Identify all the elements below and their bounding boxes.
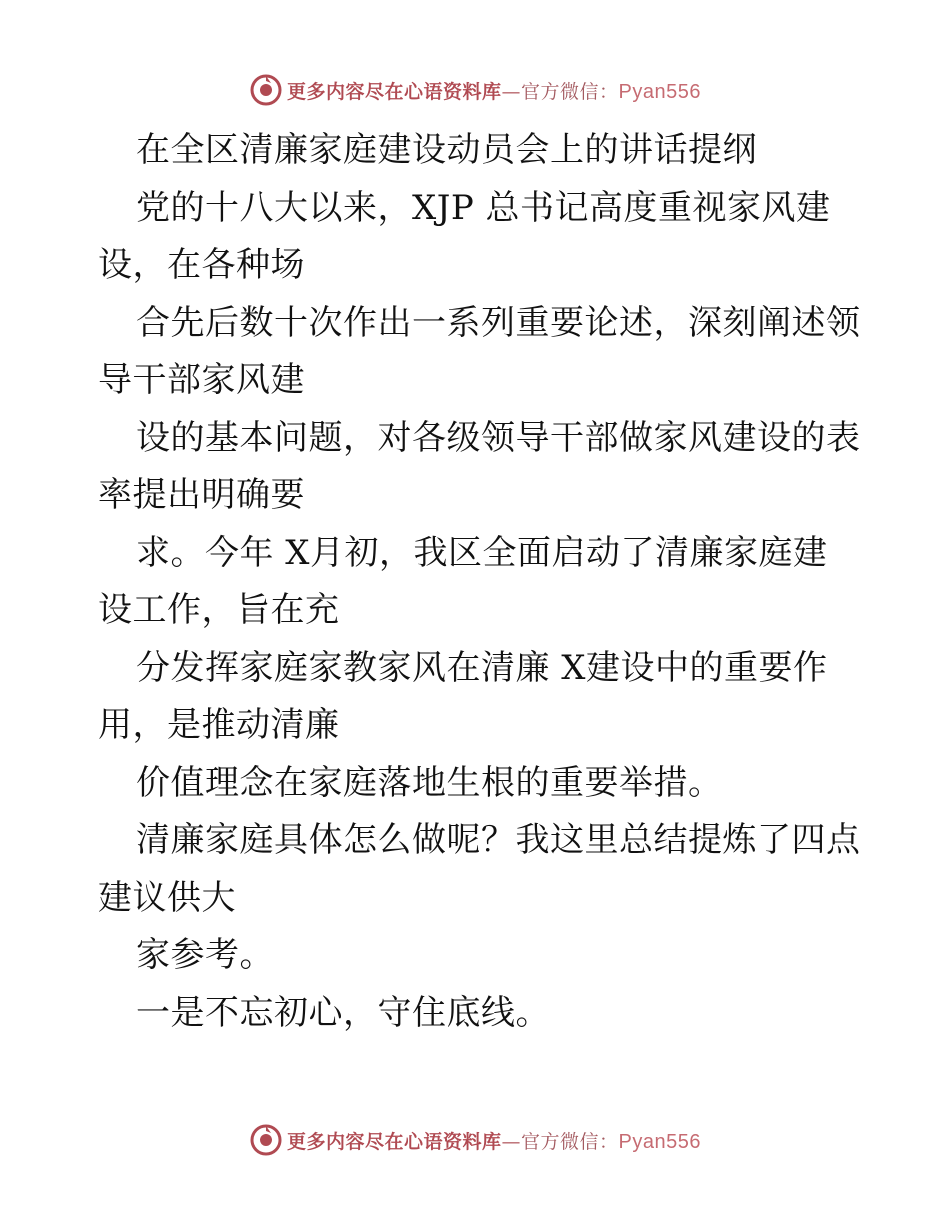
watermark-primary: 更多内容尽在心语资料库 <box>287 80 502 103</box>
document-body <box>98 122 878 1042</box>
text-line: 导干部家风建 <box>98 360 305 400</box>
text-line: 率提出明确要 <box>98 475 305 515</box>
footer-watermark <box>0 1120 950 1160</box>
watermark-primary: 更多内容尽在心语资料库 <box>287 1130 502 1153</box>
text-line: 设的基本问题，对各级领导干部做家风建设的表 <box>136 417 861 458</box>
text-line: 求。今年 X月初，我区全面启动了清廉家庭建 <box>136 532 828 573</box>
brand-logo-icon <box>249 1123 283 1157</box>
text-line: 家参考。 <box>136 935 274 975</box>
header-watermark <box>0 70 950 110</box>
text-line: 分发挥家庭家教家风在清廉 X建设中的重要作 <box>136 647 828 688</box>
brand-logo-icon <box>249 73 283 107</box>
watermark-wechat-label: 官方微信： <box>521 1130 619 1153</box>
text-line: 一是不忘初心，守住底线。 <box>136 992 550 1033</box>
watermark-wechat-handle: Pyan556 <box>618 80 701 103</box>
watermark-wechat-handle: Pyan556 <box>618 1130 701 1153</box>
watermark-dash: — <box>501 80 522 103</box>
text-line: 在全区清廉家庭建设动员会上的讲话提纲 <box>136 130 757 170</box>
text-line: 设工作，旨在充 <box>98 590 340 630</box>
watermark-text <box>287 1127 701 1154</box>
text-line: 建议供大 <box>98 877 236 918</box>
text-line: 党的十八大以来，XJP 总书记高度重视家风建 <box>136 187 831 228</box>
text-line: 设，在各种场 <box>98 245 305 285</box>
text-line: 清廉家庭具体怎么做呢？我这里总结提炼了四点 <box>136 820 861 860</box>
watermark-wechat-label: 官方微信： <box>521 80 619 103</box>
text-line: 用，是推动清廉 <box>98 705 340 745</box>
watermark-text <box>287 77 701 104</box>
text-line: 合先后数十次作出一系列重要论述，深刻阐述领 <box>136 302 861 343</box>
text-line: 价值理念在家庭落地生根的重要举措。 <box>136 762 723 803</box>
watermark-dash: — <box>501 1130 522 1153</box>
